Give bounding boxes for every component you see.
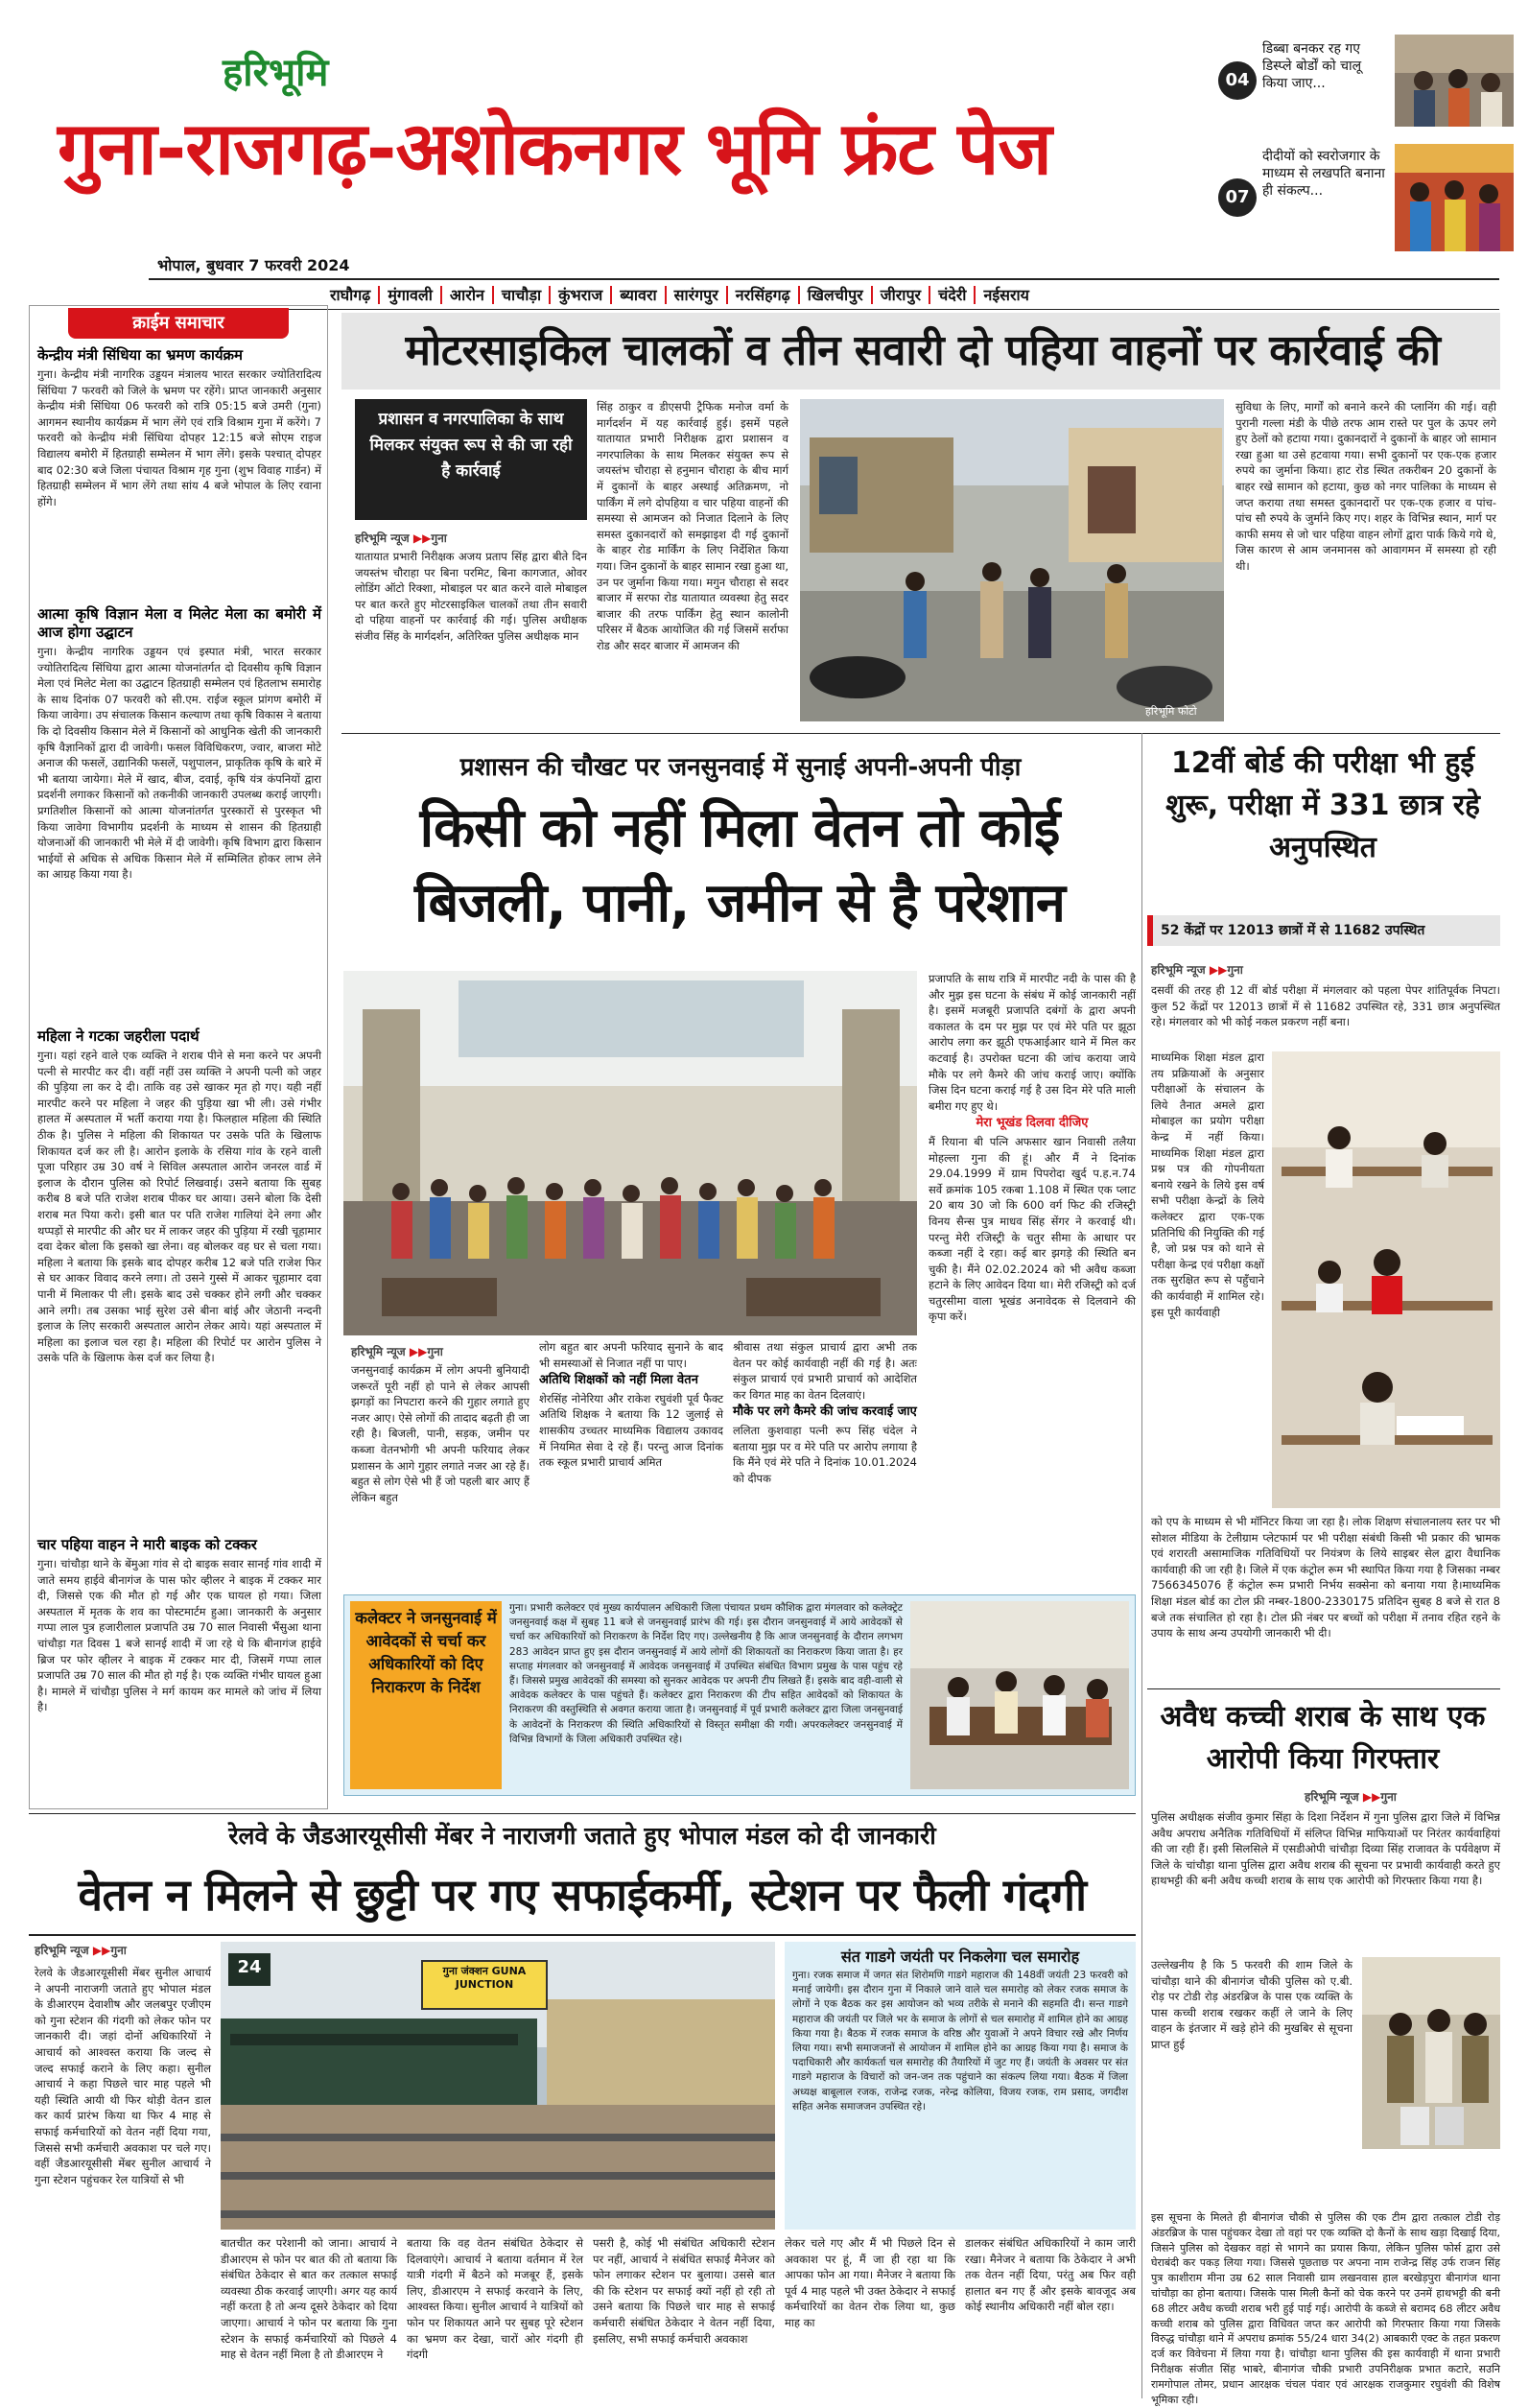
- masthead: [0, 0, 1529, 283]
- platform-number: 24: [237, 1957, 262, 1977]
- exam-headline: 12वीं बोर्ड की परीक्षा भी हुई शुरू, परीक्षा में 331 छात्र रहे अनुपस्थित: [1165, 746, 1480, 864]
- town-item[interactable]: चाचौड़ा: [494, 286, 551, 304]
- byline-place: गुना: [431, 531, 447, 545]
- town-item[interactable]: नरसिंहगढ़: [728, 286, 800, 304]
- town-item[interactable]: राघौगढ़: [322, 286, 380, 304]
- lead-photo: [800, 399, 1224, 721]
- byline-prefix: हरिभूमि न्यूज: [35, 1944, 89, 1957]
- hearing-headline-line-1: किसी को नहीं मिला वेतन तो कोई: [419, 797, 1060, 860]
- town-item[interactable]: खिलचीपुर: [800, 286, 873, 304]
- hearing-col-a: जनसुनवाई कार्यक्रम में लोग अपनी बुनियादी जरूरतें पूरी नहीं हो पाने से लेकर आपसी झगड़ों का निपटारा करने की गुहार लगाते हुए नजर आए। ऐसे लोगों की तादाद बढ़ती ही जा रही है। बिजली, पानी, सड़क, जमीन पर कब्जा वेतनभोगी भी अपनी फरियाद लेकर प्रशासन के आगे गुहार लगाते नजर आ रहे हैं। बहुत से लोग ऐसे भी हैं जो पहली बार आए हैं लेकिन बहुत: [351, 1363, 529, 1504]
- liquor-headline: अवैध कच्ची शराब के साथ एक आरोपी किया गिरफ्तार: [1160, 1700, 1486, 1776]
- railway-col-6: डालकर संबंधित अधिकारियों ने काम जारी रखा। मैनेजर ने बताया कि ठेकेदार ने अभी तक वेतन नहीं दिया, परंतु अब फिर वही हालात बन गए हैं और इसके बावजूद अब कोई स्थानीय अधिकारी नहीं बोल रहा।: [965, 2236, 1136, 2314]
- liquor-lead: पुलिस अधीक्षक संजीव कुमार सिंहा के दिशा निर्देशन में गुना पुलिस द्वारा जिले में विभिन्न अवैध अपराध अनैतिक गतिविधियों में संलिप्त विभिन्न माफियाओं पर निरंतर कार्यवाहियां की जा रही हैं। इसी सिलसिले में एसडीओपी चांचौड़ा दिव्या सिंह राजावत के पर्यवेक्षण में जिले के चांचौड़ा थाना पुलिस द्वारा अवैध शराब की सूचना पर प्रभावी कार्यवाही करते हुए हाथभट्टी की बनी अवैध कच्ची शराब के साथ एक आरोपी को गिरफ्तार किया गया है।: [1151, 1810, 1500, 1888]
- hearing-photo: [343, 971, 917, 1335]
- story-headline: केन्द्रीय मंत्री सिंधिया का भ्रमण कार्यक्रम: [37, 346, 244, 364]
- town-item[interactable]: कुंभराज: [551, 286, 612, 304]
- hearing-text: शेरसिंह नोनेरिया और राकेश रघुवंशी पूर्व फैक्ट अतिथि शिक्षक ने बताया कि 12 जुलाई से शासकीय उच्चतर माध्यमिक विद्यालय उकावद में नियमित सेवा दे रहे हैं। परन्तु आज दिनांक तक स्कूल प्रभारी प्राचार्य अमित: [539, 1391, 723, 1470]
- exam-lead: दसवीं की तरह ही 12 वीं बोर्ड परीक्षा में मंगलवार को पहला पेपर शांतिपूर्वक निपटा। कुल 52 केंद्रों पर 12013 छात्रों में से 11682 उपस्थित रहे, 331 छात्र अनुपस्थित रहे। मंगलवार को भी कोई नकल प्रकरण नहीं बना।: [1151, 983, 1500, 1029]
- collector-label: कलेक्टर ने जनसुनवाई में आवेदकों से चर्चा कर अधिकारियों को दिए निराकरण के निर्देश: [350, 1601, 502, 1789]
- exam-kicker: 52 केंद्रों पर 12013 छात्रों में से 11682 उपस्थित: [1161, 923, 1425, 938]
- byline-place: गुना: [1380, 1790, 1397, 1804]
- story-body: गुना। केन्द्रीय मंत्री नागरिक उड्डयन मंत्रालय भारत सरकार ज्योतिरादित्य सिंधिया 7 फरवरी को जिले के भ्रमण पर रहेंगे। प्राप्त जानकारी अनुसार केन्द्रीय मंत्री सिंधिया 06 फरवरी को रात्रि 05:15 बजे उमरी (गुना) आगमन स्थानीय कार्यक्रम में भाग लेंगे एवं रात्रि विश्राम गुना में करेंगे। 7 फरवरी को केन्द्रीय मंत्री सिंधिया दोपहर 12:15 बजे सोएम राइज विद्यालय बमोरी में हितग्राही सम्मेलन में भाग लेंगे। इसके पश्चात् दोपहर बाद 02:30 बजे जिला पंचायत विश्राम गृह गुना (शुभ विवाह गार्डन) में हितग्राही सम्मेलन में भाग लेंगे तथा सांय 4 बजे भोपाल के लिए रवाना होंगे।: [37, 367, 321, 508]
- teaser-text: डिब्बा बनकर रह गए डिस्प्ले बोर्डों को चालू किया जाए...: [1262, 41, 1362, 91]
- byline-place: गुना: [427, 1345, 443, 1358]
- town-item[interactable]: चंदेरी: [930, 286, 976, 304]
- liquor-tail: इस सूचना के मिलते ही बीनागंज चौकी से पुलिस की एक टीम द्वारा तत्काल टोडी रोड़ अंडरब्रिज के पास पहुंचकर देखा तो वहां पर एक व्यक्ति दो कैनों के साथ खड़ा दिखाई दिया, जिसने पुलिस को देखकर वहां से भागने का प्रयास किया, लेकिन पुलिस फोर्स द्वारा उसे घेराबंदी कर पकड़ लिया गया। जिससे पूछताछ पर अपना नाम राजेन्द्र सिंह उर्फ राजन सिंह पुत्र काशीराम मीना उम्र 62 साल निवासी ग्राम लखनवास हाल बरखेड़पुरा बीनागंज थाना चांचौड़ा का होना बताया। जिसके पास मिली कैनों को चेक करने पर उनमें हाथभट्टी की बनी 68 लीटर अवैध कच्ची शराब भरी हुई पाई गई। आरोपी के कब्जे से बरामद 68 लीटर अवैध कच्ची शराब को पुलिस द्वारा विधिवत जप्त कर आरोपी को गिरफ्तार किया गया जिसके विरुद्ध चांचौड़ा थाने में अपराध क्रमांक 55/24 धारा 34(2) आबकारी एक्ट के तहत प्रकरण दर्ज कर विवेचना में लिया गया है। चांचौड़ा थाना पुलिस की इस कार्यवाही में थाना प्रभारी निरीक्षक संजीत सिंह भाबरे, बीनागंज चौकी प्रभारी उपनिरीक्षक प्रभात कटारे, सउनि रामगोपाल तोमर, प्रधान आरक्षक चंचल पंवार एवं आरक्षक राजकुमार रघुवंशी की विशेष भूमिका रही।: [1151, 2211, 1500, 2406]
- story-headline: आत्मा कृषि विज्ञान मेला व मिलेट मेला का बमोरी में आज होगा उद्घाटन: [37, 605, 321, 641]
- lead-headline: मोटरसाइकिल चालकों व तीन सवारी दो पहिया वाहनों पर कार्रवाई की: [405, 326, 1441, 375]
- hearing-byline: हरिभूमि न्यूज ▶▶गुना: [351, 1345, 443, 1358]
- dateline: भोपाल, बुधवार 7 फरवरी 2024: [157, 256, 350, 274]
- teaser-2[interactable]: [1216, 144, 1514, 257]
- section-rule: [29, 1813, 1136, 1814]
- masthead-rule: [149, 278, 1499, 280]
- byline-prefix: हरिभूमि न्यूज: [1151, 963, 1206, 977]
- byline-place: गुना: [110, 1944, 127, 1957]
- byline-prefix: हरिभूमि न्यूज: [1305, 1790, 1359, 1804]
- story-headline: महिला ने गटका जहरीला पदार्थ: [37, 1027, 200, 1045]
- railway-headline: वेतन न मिलने से छुट्टी पर गए सफाईकर्मी, स्टेशन पर फैली गंदगी: [78, 1869, 1087, 1921]
- crime-news-column: [29, 305, 328, 1809]
- collector-body: गुना। प्रभारी कलेक्टर एवं मुख्य कार्यपालन अधिकारी जिला पंचायत प्रथम कौशिक द्वारा मंगलवार को कलेक्ट्रेट जनसुनवाई कक्ष में सुबह 11 बजे से जनसुनवाई प्रारंभ की गई। इस दौरान जनसुनवाई में आये आवेदकों से चर्चा कर अधिकारियों को निराकरण के निर्देश दिए गए। उल्लेखनीय है कि आज जनसुनवाई के दौरान लगभग 283 आवेदन प्राप्त हुए इस दौरान जनसुनवाई में आये लोगों की शिकायतों का निराकरण किया जाता है। हर सप्ताह मंगलवार को जनसुनवाई में आवेदक जनसुनवाई में उपस्थित संबंधित विभाग प्रमुख के पास पहुंच रहे हैं। जिससे प्रमुख आवेदकों की समस्या को सुनकर आवेदक पर अपनी टीप लिखते हैं। इसके बाद वही-वाली से आवेदक कलेक्टर के पास पहुंचते हैं। कलेक्टर द्वारा निराकरण की टीप सहित आवेदकों को शिकायत के निराकरण की वस्तुस्थिति से अवगत कराया जाता है। जनसुनवाई में पूर्व प्रभारी कलेक्टर द्वारा जिला जनसुनवाई के आवेदनों के निराकरण की स्थिति अधिकारियों से विस्तृत समीक्षा की गयी। अपरकलेक्टर जनसुनवाई में विभिन्न विभागों के जिला अधिकारी उपस्थित रहे।: [509, 1602, 903, 1745]
- story-body: गुना। चांचौड़ा थाने के बेंमुआ गांव से दो बाइक सवार सानई गांव शादी में जाते समय हाईवे बीनागंज के पास फोर व्हीलर ने बाइक में टक्कर मार दी, जिससे एक की मौत हो गई और एक घायल हो गया। जिला अस्पताल में मृतक के शव का पोस्टमार्टम हुआ। जानकारी के अनुसार गप्पा लाल पुत्र हजारीलाल प्रजापति उम्र 70 साल निवासी भैंसुआ थाना चांचौड़ा गत दिवस 1 बजे सानई शादी में जा रहे थे कि बीनागंज हाईवे ब्रिज पर फोर व्हीलर ने बाइक में टक्कर मार दी, जिसमें गप्पा लाल प्रजापति उम्र 70 साल की मौत हो गई है। एक व्यक्ति गंभीर घायल हुआ है। मामले में चांचौड़ा पुलिस ने मर्ग कायम कर मामले को जांच में लिया है।: [37, 1557, 321, 1714]
- teaser-page-badge: 04: [1218, 61, 1257, 100]
- byline-prefix: हरिभूमि न्यूज: [351, 1345, 406, 1358]
- lead-kicker: प्रशासन व नगरपालिका के साथ मिलकर संयुक्त रूप से की जा रही है कार्रवाई: [369, 410, 573, 481]
- lead-col-2: सिंह ठाकुर व डीएसपी ट्रैफिक मनोज वर्मा के मार्गदर्शन में यह कार्रवाई हुई। इसमें पहले यातायात प्रभारी निरीक्षक द्वारा प्रशासन व नगरपालिका के साथ मिलकर संयुक्त रूप से जयस्तंभ चौराहा से हनुमान चौराहा के बीच मार्ग में दुकानों के बाहर अस्थाई अतिक्रमण, नो पार्किंग में लगे दोपहिया व चार पहिया वाहनों की समस्या से आमजन को निजात दिलाने के लिए समस्त दुकानदारों को समझाइश दी गई दुकानों के बाहर रोड मार्किंग के लिए निर्देशित किया गया। जिन दुकानों के बाहर सामान रखा हुआ था, उन पर जुर्माना किया गया। मगुन चौराहा से सदर बाजार में सरफा रोड यातायात व्यवस्था हेतु सदर बाजार की तरफ पार्किंग हेतु स्थान कालोनी परिसर में बैठक आयोजित की गई जिसमें सर्राफा रोड और सदर बाजार में आमजन की: [597, 400, 789, 652]
- town-item[interactable]: आरोन: [442, 286, 494, 304]
- story-body: गुना। यहां रहने वाले एक व्यक्ति ने शराब पीने से मना करने पर अपनी पत्नी से मारपीट कर दी। वहीं नहीं उस व्यक्ति ने अपनी पत्नी को जहर की पुड़िया ला कर दे दी। ताकि वह उसे खाकर मृत हो गए। यही नहीं मारपीट करने पर महिला ने जहर की पुड़िया खा भी ली। उसे गंभीर हालत में अस्पताल में भर्ती कराया गया है। फिलहाल महिला की स्थिति ठीक है। पुलिस ने महिला की शिकायत पर उसके पति के खिलाफ शिकायत दर्ज कर ली है। आरोन इलाके के रसिया गांव के रहने वाली पूजा परिहार उम्र 30 वर्ष ने सिविल अस्पताल आरोन जनरल वार्ड में इलाज के दौरान पुलिस को रिपोर्ट लिखवाई। उसने बताया कि सुबह करीब 8 बजे पति राजेश शराब पीकर घर आया। उसने बोला कि देसी शराब मत पिया करो। इसी बात पर पति राजेश गालियां देने लगा और थप्पड़ों से मारपीट की और घर में लाकर जहर की पुड़िया में रखी चूहामार दवा देकर बोला कि इसको खा लेना। वह बोलकर वह घर से चला गया। महिला ने बताया कि इसके बाद दोपहर करीब 12 बजे पति राजेश फिर से घर आकर विवाद करने लगा। तो उसने गुस्से में आकर चूहामार दवा पानी में मिलाकर पी ली। इसके बाद उसे चक्कर होने लगी और चक्कर आने लगी। तब उसका भाई सुरेश उसे बीना बांई और जेठानी नन्दनी इलाज के लिए सरकारी अस्पताल आरोन लेकर आये। यहां अस्पताल में महिला का इलाज चल रहा है। महिला की रिपोर्ट पर आरोन पुलिस ने उसके पति के खिलाफ केस दर्ज कर लिया है।: [37, 1049, 321, 1365]
- hearing-text: ललिता कुशवाहा पत्नी रूप सिंह चंदेल ने बताया मुझ पर व मेरे पति पर आरोप लगाया है कि मैंने एवं मेरे पति ने दिनांक 10.01.2024 को दीपक: [733, 1423, 917, 1485]
- hearing-col-b: [539, 1339, 723, 1585]
- railway-col-3: बताया कि वह वेतन संबंधित ठेकेदार से दिलवाएंगे। आचार्य ने बताया वर्तमान में रेल यात्री गंदगी में बैठने को मजबूर हैं, इसके लिए, डीआरएम ने सफाई करवाने के लिए, आश्वस्त किया। सुनील आचार्य ने यात्रियों को फोन पर शिकायत आने पर सुबह पूरे स्टेशन का भ्रमण कर देखा, चारों ओर गंदगी ही गंदगी: [407, 2236, 583, 2362]
- exam-byline: हरिभूमि न्यूज ▶▶गुना: [1151, 963, 1243, 977]
- hearing-subhead: अतिथि शिक्षकों को नहीं मिला वेतन: [539, 1373, 698, 1388]
- hearing-text: प्रजापति के साथ रात्रि में मारपीट नदी के पास की है और मुझ इस घटना के संबंध में कोई जानकारी नहीं है। इसमें मजबूरी प्रजापति दबंगों के द्वारा अपनी वकालत के दम पर मुझ पर एवं मेरे पति पर झूठा आरोप लगा कर झूठी एफआईआर थाने में मिल कर कटवाई है। उपरोक्त घटना की जांच कराया जाये मौके पर लगे कैमरे की जांच कराई जाए। क्योंकि जिस दिन घटना कराई गई है उस दिन मेरे पति माली बमीरा गए हुए थे।: [929, 972, 1136, 1113]
- hearing-kicker: प्रशासन की चौखट पर जनसुनवाई में सुनाई अपनी-अपनी पीड़ा: [459, 753, 1022, 782]
- brand-logo: हरिभूमि: [223, 51, 329, 95]
- railway-col-4: पसरी है, कोई भी संबंधित अधिकारी स्टेशन पर नहीं, आचार्य ने संबंधित सफाई मैनेजर को फोन लगाकर स्टेशन पर बुलाया। उससे बात की कि स्टेशन पर सफाई क्यों नहीं हो रही तो उसने बताया कि पिछले चार माह से सफाई कर्मचारी संबंधित ठेकेदार ने वेतन नहीं दिया, इसलिए, सभी सफाई कर्मचारी अवकाश: [593, 2236, 775, 2346]
- railway-col-5: लेकर चले गए और मैं भी पिछले दिन से अवकाश पर हूं, मैं जा ही रहा था कि आपका फोन आ गया। मैनेजर ने बताया कि पूर्व 4 माह पहले भी उक्त ठेकेदार ने सफाई कर्मचारियों का वेतन रोक लिया था, कुछ माह का: [785, 2236, 955, 2329]
- crime-story-1: [37, 346, 321, 605]
- town-item[interactable]: ब्यावरा: [612, 286, 666, 304]
- crime-story-4: [37, 1536, 321, 1805]
- town-item[interactable]: जीरापुर: [873, 286, 930, 304]
- station-board: गुना जंक्शन GUNA JUNCTION: [442, 1965, 527, 1991]
- collector-box: [343, 1594, 1136, 1796]
- lead-kicker-box: [355, 399, 587, 520]
- railway-col-1: रेलवे के जैडआरयूसीसी मेंबर सुनील आचार्य ने अपनी नाराजगी जताते हुए भोपाल मंडल के डीआरएम देवाशीष और जलबपुर एजीएम को गुना स्टेशन की गंदगी को लेकर फोन पर जानकारी दी। जहां दोनों अधिकारियों ने आचार्य को आश्वस्त कराया कि जल्द से जल्द सफाई कराने के लिए कहा। सुनील आचार्य ने कहा पिछले चार माह पहले भी यही स्थिति आयी थी फिर थोड़ी वेतन डाल कर कार्य प्रारंभ किया था फिर 4 माह से सफाई कर्मचारियों को वेतन नहीं दिया गया, जिससे सभी कर्मचारी अवकाश पर चले गए। वहीं जैडआरयूसीसी मेंबर सुनील आचार्य ने गुना स्टेशन पहुंचकर रेल यात्रियों से भी: [35, 1966, 211, 2186]
- lead-col-1: यातायात प्रभारी निरीक्षक अजय प्रताप सिंह द्वारा बीते दिन जयस्तंभ चौराहा पर बिना परमिट, बिना कागजात, ओवर लोडिंग ऑटो रिक्शा, मोबाइल पर बात करने वाले मोबाइल पर बात करते हुए मोटरसाइकिल चालकों तथा तीन सवारी दो पहिया वाहनों पर कार्रवाई की गई। पुलिस अधीक्षक संजीव सिंह के मार्गदर्शन, अतिरिक्त पुलिस अधीक्षक मान: [355, 550, 587, 643]
- railway-kicker: रेलवे के जैडआरयूसीसी मेंबर ने नाराजगी जताते हुए भोपाल मंडल को दी जानकारी: [228, 1822, 936, 1850]
- photo-credit: हरिभूमि फोटो: [1145, 705, 1197, 718]
- hearing-subhead: मौके पर लगे कैमरे की जांच करवाई जाए: [733, 1405, 917, 1420]
- liquor-byline: हरिभूमि न्यूज ▶▶गुना: [1305, 1790, 1397, 1804]
- teaser-photo: [1395, 144, 1514, 251]
- town-item[interactable]: नईसराय: [983, 286, 1029, 304]
- hearing-text: श्रीवास तथा संकुल प्राचार्य द्वारा अभी तक वेतन पर कोई कार्यवाही नहीं की गई है। अतः संकुल प्राचार्य एवं प्रभारी प्राचार्य को आदेशित कर विगत माह का वेतन दिलवाएं।: [733, 1340, 917, 1402]
- section-rule: [1147, 1688, 1500, 1689]
- exam-col: माध्यमिक शिक्षा मंडल द्वारा तय प्रक्रियाओं के अनुसार परीक्षाओं के संचालन के लिये तैनात अमले द्वारा मोबाइल का प्रयोग परीक्षा केन्द्र में नहीं किया। माध्यमिक शिक्षा मंडल द्वारा प्रश्न पत्र की गोपनीयता बनाये रखने के लिये इस वर्ष सभी परीक्षा केन्द्रों के लिये कलेक्टर द्वारा एक-एक प्रतिनिधि की नियुक्ति की गई है, जो प्रश्न पत्र को थाने से परीक्षा केन्द्र एवं परीक्षा कक्षों तक सुरक्षित रूप से पहुँचाने की कार्यवाही में शामिल रहे। इस पूरी कार्यवाही: [1151, 1051, 1264, 1319]
- hearing-headline-line-2: बिजली, पानी, जमीन से है परेशान: [413, 872, 1066, 934]
- crime-story-3: [37, 1027, 321, 1536]
- town-item[interactable]: मुंगावली: [380, 286, 442, 304]
- crime-news-header: क्राईम समाचार: [68, 308, 289, 339]
- teaser-1[interactable]: [1216, 35, 1514, 130]
- sant-gadge-box: [785, 1942, 1136, 2230]
- hearing-text: लोग बहुत बार अपनी फरियाद सुनाने के बाद भी समस्याओं से निजात नहीं पा पाए।: [539, 1340, 723, 1370]
- page-title: गुना-राजगढ़-अशोकनगर भूमि फ्रंट पेज: [58, 106, 1051, 191]
- story-body: गुना। केन्द्रीय नागरिक उड्डयन एवं इस्पात मंत्री, भारत सरकार ज्योतिरादित्य सिंधिया द्वारा आत्मा योजनांतर्गत दो दिवसीय कृषि विज्ञान मेला एवं मिलेट मेला का उद्घाटन हितग्राही सम्मेलन एवं हितलाभ समारोह के साथ दिनांक 07 फरवरी को सी.एम. राईज स्कूल प्रांगण बमोरी में किया जावेगा। उप संचालक किसान कल्याण तथा कृषि विकास ने बताया कि दो दिवसीय किसान मेले में किसानों को आधुनिक खेती की जानकारी कृषि वैज्ञानिकों द्वारा दी जावेगी। फसल विविधिकरण, ज्वार, बाजरा मोटे अनाज की फसलें, उद्यानिकी फसलें, पशुपालन, प्राकृतिक कृषि के बारे में भी बताया जायेगा। मेले में खाद, बीज, दवाई, कृषि यंत्र कंपनियों द्वारा प्रदर्शनी लगाकर किसानों को तकनीकी जानकारी उपलब्ध कराई जाएगी। प्रगतिशील किसानों को आत्मा योजनांतर्गत पुरस्कारों से पुरस्कृत भी किया जावेगा विभागीय प्रदर्शनी के माध्यम से शासन की हितग्राही योजनाओं की जानकारी भी मेले में दी जावेगी। कृषि विभाग द्वारा किसान भाईयों से अधिक से अधिक किसान मेले में सम्मिलित होकर लाभ लेने का आग्रह किया गया है।: [37, 645, 321, 882]
- sant-headline: संत गाडगे जयंती पर निकलेगा चल समारोह: [840, 1948, 1080, 1966]
- lead-col-3: सुविधा के लिए, मार्गों को बनाने करने की प्लानिंग की गई। वही पुरानी गल्ला मंडी के पीछे तरफ आम रास्ते पर पुल के ऊपर लगे हुए ठेलों को हटाया गया। दुकानदारों ने दुकानों के बाहर जो सामान रखा हुआ था उसे हटवाया गया। सभी दुकानों पर एक-एक हजार रुपये का जुर्माना किया। हाट रोड स्थित तकरीबन 20 दुकानों के बाहर रखे सामान को हटाया, कुछ को नगर पालिका के माध्यम से जप्त कराया तथा समस्त दुकानदारों पर एक-एक हजार व पांच-पांच सौ रुपये के जुर्माने किए गए। शहर के विभिन्न स्थान, मार्ग पर काफी समय से जो चार पहिया वाहन लोगों द्वारा पार्क किये गये थे, जिस कारण से आम जनमानस को आवागमन में समस्या हो रही थी।: [1235, 400, 1496, 573]
- hearing-subhead: मेरा भूखंड दिलवा दीजिए: [976, 1116, 1089, 1131]
- town-ticker: [322, 284, 1493, 309]
- liquor-col: उल्लेखनीय है कि 5 फरवरी की शाम जिले के चांचौड़ा थाने की बीनागंज चौकी पुलिस को ए.बी. रोड़ पर टोडी रोड़ अंडरब्रिज के पास एक व्यक्ति के पास कच्ची शराब रखकर कहीं ले जाने के लिए वाहन के इंतजार में खड़े होने की मुखबिर से सूचना प्राप्त हुई: [1151, 1958, 1353, 2051]
- teaser-photo: [1395, 35, 1514, 127]
- exam-photo: [1272, 1051, 1500, 1508]
- railway-photo: [221, 1942, 775, 2230]
- railway-col-2: बातचीत कर परेशानी को जाना। आचार्य ने डीआरएम से फोन पर बात की तो बताया कि संबंधित ठेकेदार से बात कर तत्काल सफाई व्यवस्था ठीक करवाई जाएगी। अगर यह कार्य नहीं करता है तो अन्य दूसरे ठेकेदार को दिया जाएगा। आचार्य ने फोन पर बताया कि गुना स्टेशन के सफाई कर्मचारियों को पिछले 4 माह से वेतन नहीं मिला है तो डीआरएम ने: [221, 2236, 397, 2362]
- town-item[interactable]: सारंगपुर: [667, 286, 728, 304]
- ticker-rule: [149, 309, 1499, 310]
- byline-place: गुना: [1227, 963, 1243, 977]
- sant-body: गुना। रजक समाज में जगत संत शिरोमणि गाडगे महाराज की 148वीं जयंती 23 फरवरी को मनाई जायेगी। इस दौरान गुना में निकाले जाने वाले चल समारोह को लेकर रजक समाज के लोगों ने एक बैठक कर इस आयोजन को भव्य तरीके से मनाने की सहमति दी। सन्त गाडगे महाराज की जयंती पर जिले भर के समाज के लोगों से चल समारोह में शामिल होने का आग्रह किया गया है। बैठक में रजक समाज के वरिष्ठ और युवाओं ने अपने विचार रखे और निर्णय लिया गया। सभी समाजजनों से आयोजन में शामिल होने का आग्रह किया गया है। समाज के पदाधिकारी और कार्यकर्ता चल समारोह की तैयारियों में जुट गए हैं। जयंती के अवसर पर संत गाडगे महाराज के विचारों को जन-जन तक पहुंचाने का संकल्प लिया गया। बैठक में जिला अध्यक्ष बाबूलाल रजक, राजेन्द्र रजक, नरेन्द्र कोलिया, विजय रजक, राम प्रसाद, जगदीश सहित अनेक समाजजन उपस्थित रहे।: [792, 1970, 1128, 2113]
- hearing-text: मैं रियाना बी पत्नि अफसार खान निवासी तलैया मोहल्ला गुना की हूं। और मैं ने दिनांक 29.04.1999 में ग्राम पिपरोदा खुर्द प.ह.न.74 सर्वे क्रमांक 105 रकबा 1.108 में स्थित एक प्लाट 20 बाय 30 जो कि 600 वर्ग फिट की रजिस्ट्री विनय सैन्स पुत्र माधव सिंह सेंगर ने करवाई थी। परन्तु मेरी रजिस्ट्री के चतुर सीमा के आधार पर कब्जा नहीं दे रहा। कई बार झगड़े की स्थिति बन चुकी है। मैंने 02.02.2024 को भी अवैध कब्जा हटाने के लिए आवेदन दिया था। मेरी रजिस्ट्री को दर्ज चतुरसीमा वाला भूखंड अनावेदक से दिलवाने की कृपा करें।: [929, 1134, 1136, 1324]
- lead-byline: हरिभूमि न्यूज ▶▶गुना: [355, 531, 447, 545]
- section-rule: [29, 1934, 1136, 1936]
- teaser-text: दीदीयों को स्वरोजगार के माध्यम से लखपति बनाना ही संकल्प...: [1262, 149, 1385, 199]
- teaser-page-badge: 07: [1218, 178, 1257, 217]
- exam-kicker-bar: [1147, 915, 1500, 946]
- hearing-col-right: [929, 971, 1136, 1585]
- column-divider: [1141, 733, 1142, 2398]
- section-rule: [341, 733, 1500, 734]
- story-headline: चार पहिया वाहन ने मारी बाइक को टक्कर: [37, 1536, 257, 1553]
- hearing-col-c: [733, 1339, 917, 1585]
- byline-prefix: हरिभूमि न्यूज: [355, 531, 410, 545]
- railway-byline: हरिभूमि न्यूज ▶▶गुना: [35, 1944, 127, 1957]
- exam-tail: को एप के माध्यम से भी मॉनिटर किया जा रहा है। लोक शिक्षण संचालनालय स्तर पर भी सोशल मीडिया के टेलीग्राम प्लेटफार्म पर भी परीक्षा संबंधी किसी भी प्रकार की भ्रामक एवं शरारती असामाजिक गतिविधियों पर नियंत्रण के लिये साइबर सेल द्वारा वैधानिक कार्यवाही की जा रही है। जिले में एक कंट्रोल रूम भी स्थापित किया गया है जिसका नम्बर 7566345076 हैं कंट्रोल रूम प्रभारी निर्भय सक्सेना को बनाया गया है।माध्यमिक शिक्षा मंडल बोर्ड का टोल फ्री नम्बर-1800-2330175 प्रतिदिन सुबह 8 बजे से रात 8 बजे तक संचालित हो रहा है। टोल फ्री नंबर पर बच्चों को परीक्षा में तनाव रहित रहने के उपाय के साथ अन्य उपयोगी जानकारी भी दी।: [1151, 1515, 1500, 1641]
- collector-photo: [910, 1601, 1129, 1789]
- liquor-photo: [1362, 1957, 1500, 2149]
